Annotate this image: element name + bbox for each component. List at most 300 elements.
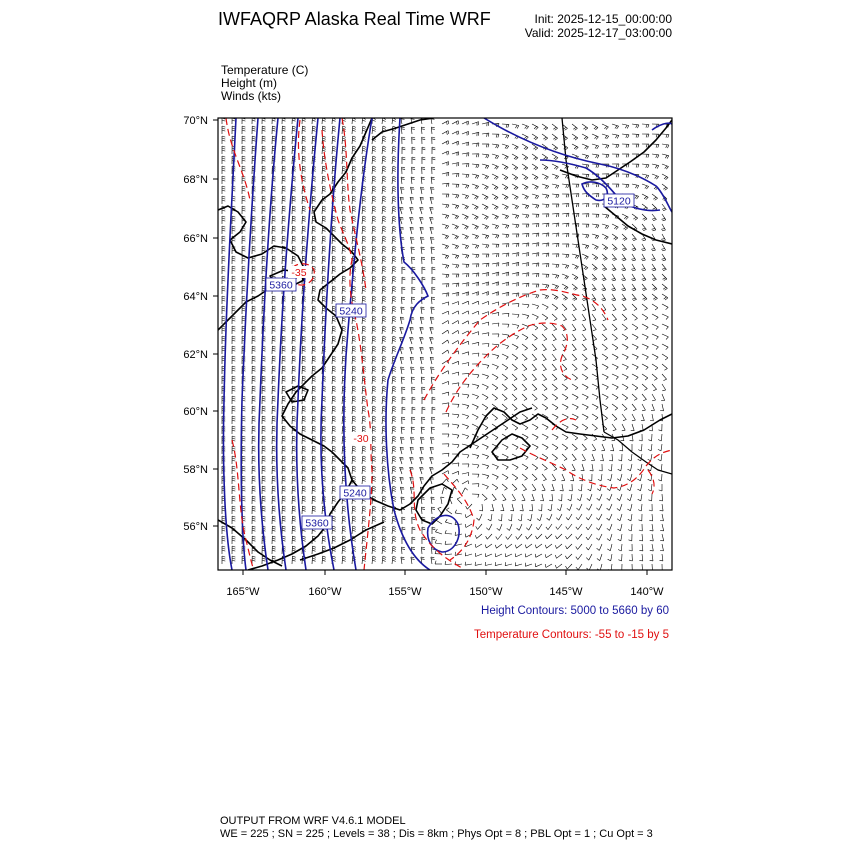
wind-barb [612, 354, 618, 357]
wind-barb-feather [401, 379, 404, 380]
wind-barb [642, 374, 648, 378]
wind-barb-feather [654, 379, 657, 381]
wind-barb [642, 334, 648, 337]
wind-barb-feather [353, 216, 356, 217]
wind-barb-feather [352, 210, 355, 211]
wind-barb [452, 302, 459, 305]
wind-barb-feather [302, 350, 305, 351]
wind-barb-feather [312, 130, 315, 131]
wind-barb-feather [333, 356, 336, 357]
wind-barb [522, 334, 528, 338]
wind-barb-feather [282, 430, 285, 431]
wind-barb-feather [343, 208, 346, 209]
wind-barb [572, 274, 578, 278]
wind-barb-feather [411, 119, 415, 120]
wind-barb-feather [577, 214, 578, 217]
wind-barb-feather [312, 450, 315, 451]
wind-barb [482, 301, 489, 304]
wind-barb-feather [393, 406, 396, 407]
wind-barb-feather [393, 450, 396, 452]
wind-barb-feather [494, 206, 497, 208]
wind-barb-feather [242, 156, 245, 157]
wind-barb-feather [272, 220, 275, 221]
wind-barb-feather [382, 210, 385, 212]
wind-barb-feather [568, 255, 569, 258]
wind-barb-feather [322, 168, 325, 169]
wind-barb-feather [402, 137, 405, 138]
wind-barb-feather [262, 246, 265, 247]
wind-barb-feather [292, 440, 295, 441]
wind-barb [492, 234, 499, 235]
wind-barb-feather [411, 179, 414, 180]
wind-barb [582, 454, 586, 460]
wind-barb [472, 454, 479, 456]
wind-barb-feather [373, 256, 376, 258]
wind-barb-feather [362, 220, 365, 221]
wind-barb-feather [457, 206, 459, 209]
wind-barb-feather [222, 266, 225, 267]
wind-barb [442, 151, 448, 154]
wind-barb [552, 184, 559, 186]
wind-barb-feather [573, 309, 576, 310]
wind-barb-feather [262, 276, 265, 277]
wind-barb-feather [322, 230, 325, 231]
wind-barb-feather [604, 247, 607, 249]
wind-barb [502, 262, 509, 264]
wind-barb-feather [537, 263, 538, 266]
wind-barb-feather [648, 440, 651, 441]
wind-barb-feather [282, 356, 285, 357]
wind-barb-feather [393, 218, 396, 220]
wind-barb-feather [242, 186, 245, 187]
wind-barb-feather [372, 390, 375, 391]
wind-barb-feather [252, 136, 255, 137]
wind-barb-feather [393, 296, 396, 297]
wind-barb-feather [282, 150, 285, 151]
wind-barb [552, 344, 556, 350]
wind-barb [482, 174, 489, 177]
wind-barb-feather [609, 460, 612, 461]
wind-barb-feather [664, 177, 667, 179]
wind-barb-feather [302, 198, 305, 199]
wind-barb-feather [222, 278, 225, 279]
wind-barb-feather [232, 290, 235, 291]
wind-barb-feather [242, 438, 245, 439]
wind-barb [602, 304, 606, 310]
wind-barb-feather [648, 154, 649, 157]
wind-barb-feather [607, 145, 609, 148]
wind-barb [462, 194, 469, 196]
wind-barb-feather [575, 278, 578, 280]
wind-barb-feather [422, 387, 425, 388]
wind-barb-feather [393, 430, 396, 432]
wind-barb-feather [382, 460, 385, 462]
wind-barb-feather [565, 128, 568, 130]
wind-barb-feather [393, 458, 396, 460]
wind-barb-feather [363, 288, 366, 289]
wind-barb-feather [627, 126, 629, 129]
wind-barb-feather [292, 246, 295, 247]
wind-barb-feather [222, 126, 225, 127]
wind-barb-feather [477, 465, 479, 468]
wind-barb [452, 321, 458, 325]
wind-barb-feather [232, 356, 235, 357]
wind-barb [612, 394, 618, 398]
wind-barb-feather [506, 167, 509, 169]
wind-barb-feather [252, 246, 255, 247]
wind-barb-feather [373, 208, 376, 210]
wind-barb-feather [312, 378, 315, 379]
wind-barb-feather [628, 460, 631, 461]
wind-barb-feather [543, 137, 546, 139]
wind-barb-feather [448, 444, 449, 447]
wind-barb [572, 314, 576, 320]
wind-barb-feather [232, 418, 235, 419]
wind-barb-feather [602, 298, 605, 299]
wind-barb-feather [353, 116, 356, 117]
wind-barb-feather [537, 205, 539, 208]
wind-barb-feather [302, 260, 305, 261]
wind-barb-feather [401, 297, 404, 298]
wind-barb-feather [352, 460, 355, 461]
wind-barb-feather [563, 340, 566, 341]
wind-barb [592, 404, 598, 407]
wind-barb-feather [393, 460, 396, 462]
wind-barb [452, 434, 459, 435]
wind-barb-feather [333, 268, 336, 269]
wind-barb [462, 292, 469, 294]
wind-barb [572, 244, 579, 245]
wind-barb-feather [232, 436, 235, 437]
wind-barb-feather [252, 368, 255, 369]
wind-barb-feather [333, 326, 336, 327]
wind-barb-feather [645, 378, 648, 380]
wind-barb-feather [605, 248, 608, 250]
wind-barb-feather [402, 397, 405, 398]
wind-barb-feather [458, 330, 459, 333]
wind-barb-feather [272, 356, 275, 357]
wind-barb-feather [272, 338, 275, 339]
wind-barb-feather [603, 440, 606, 441]
wind-barb [542, 164, 548, 168]
wind-barb [661, 464, 662, 471]
wind-barb-feather [565, 265, 567, 268]
wind-barb-feather [232, 376, 235, 377]
wind-barb [472, 214, 478, 217]
wind-barb-feather [382, 400, 385, 402]
wind-barb-feather [322, 238, 325, 239]
wind-barb-feather [312, 300, 315, 301]
wind-barb-feather [667, 156, 669, 159]
wind-barb-feather [252, 346, 255, 347]
wind-barb-feather [663, 269, 666, 270]
wind-barb-feather [534, 399, 537, 401]
wind-barb [442, 274, 449, 275]
wind-barb-feather [514, 369, 517, 371]
wind-barb [632, 184, 639, 186]
wind-barb-feather [596, 184, 597, 187]
wind-barb-feather [536, 295, 538, 298]
wind-barb-feather [362, 290, 365, 291]
wind-barb-feather [516, 147, 518, 150]
wind-barb-feather [626, 217, 629, 220]
wind-barb-feather [393, 336, 396, 337]
wind-barb-feather [222, 236, 225, 237]
wind-barb [462, 174, 469, 175]
wind-barb-feather [652, 268, 655, 269]
wind-barb-feather [613, 259, 616, 260]
wind-barb-feather [302, 136, 305, 137]
wind-barb-feather [342, 220, 345, 221]
wind-barb-feather [606, 377, 608, 380]
wind-barb-feather [543, 369, 546, 370]
wind-barb-feather [544, 176, 546, 179]
wind-barb-feather [322, 458, 325, 459]
wind-barb-feather [468, 175, 469, 178]
wind-barb [482, 374, 489, 376]
wind-barb [542, 184, 549, 186]
wind-barb-feather [526, 197, 528, 200]
wind-barb-feather [232, 470, 235, 471]
wind-barb-feather [632, 260, 635, 261]
wind-barb [452, 361, 459, 364]
wind-barb-feather [393, 258, 396, 260]
wind-barb-feather [222, 186, 225, 187]
wind-barb-feather [574, 299, 577, 301]
wind-barb-feather [343, 216, 346, 217]
wind-barb-feather [587, 246, 589, 249]
wind-barb-feather [467, 196, 469, 199]
wind-barb [562, 164, 569, 167]
wind-barb [602, 244, 608, 248]
wind-barb-feather [222, 230, 225, 231]
wind-barb-feather [373, 158, 376, 160]
wind-barb-feather [272, 438, 275, 439]
wind-barb [532, 184, 538, 187]
wind-barb-feather [363, 196, 366, 197]
wind-barb-feather [232, 358, 235, 359]
wind-barb [512, 424, 518, 428]
wind-barb-feather [422, 137, 425, 138]
wind-barb-feather [555, 286, 557, 289]
wind-barb-feather [508, 244, 509, 247]
wind-barb-feather [383, 318, 386, 320]
wind-barb-feather [466, 217, 468, 220]
wind-barb-feather [515, 168, 518, 170]
wind-barb-feather [332, 450, 335, 451]
wind-barb-feather [393, 310, 396, 312]
wind-barb [410, 227, 412, 234]
wind-barb-feather [383, 188, 386, 190]
wind-barb-feather [282, 446, 285, 447]
wind-barb [482, 322, 489, 324]
wind-barb-feather [431, 247, 435, 248]
wind-barb-feather [431, 249, 435, 250]
wind-barb [492, 464, 499, 467]
wind-barb-feather [495, 156, 497, 159]
wind-barb-feather [595, 136, 597, 139]
wind-barb-feather [593, 310, 596, 311]
wind-barb-feather [478, 353, 479, 357]
wind-barb-feather [613, 270, 616, 271]
wind-barb-feather [431, 379, 434, 380]
wind-barb-feather [526, 187, 529, 190]
wind-barb-feather [322, 250, 325, 251]
wind-barb-feather [518, 234, 519, 237]
wind-barb-feather [546, 437, 549, 440]
wind-barb-feather [585, 378, 588, 380]
wind-barb-feather [282, 228, 285, 229]
wind-barb-feather [487, 245, 489, 248]
wind-barb-feather [302, 210, 305, 211]
chart-title: IWFAQRP Alaska Real Time WRF [218, 9, 491, 29]
wind-barb-feather [372, 400, 375, 401]
wind-barb-feather [352, 130, 355, 131]
wind-barb-feather [611, 288, 614, 289]
wind-barb-feather [353, 178, 356, 179]
wind-barb [532, 273, 539, 274]
wind-barb [632, 394, 637, 399]
wind-barb-feather [262, 370, 265, 371]
wind-barb-feather [524, 379, 527, 381]
wind-barb [612, 134, 619, 135]
wind-barb-feather [313, 416, 316, 417]
wind-barb [410, 237, 412, 244]
wind-barb-feather [252, 218, 255, 219]
wind-barb-feather [222, 306, 225, 307]
wind-barb-feather [373, 308, 376, 310]
wind-barb-feather [626, 357, 628, 360]
wind-barb-feather [363, 458, 366, 459]
wind-barb-feather [506, 244, 507, 247]
wind-barb [602, 214, 609, 215]
wind-barb-feather [333, 296, 336, 297]
wind-barb-feather [282, 406, 285, 407]
wind-barb-feather [548, 223, 549, 227]
wind-barb [542, 124, 548, 128]
wind-barb-feather [613, 319, 616, 320]
wind-barb-feather [252, 326, 255, 327]
wind-barb-feather [302, 440, 305, 441]
wind-barb-feather [555, 458, 558, 460]
wind-barb-feather [613, 310, 616, 311]
wind-barb-feather [292, 296, 295, 297]
wind-barb-feather [312, 298, 315, 299]
wind-barb-feather [262, 228, 265, 229]
wind-barb-feather [292, 446, 295, 447]
wind-barb-feather [478, 165, 480, 168]
wind-barb [452, 224, 459, 227]
wind-barb-feather [322, 290, 325, 291]
wind-barb [632, 374, 638, 377]
wind-barb-feather [352, 410, 355, 411]
wind-barb-feather [373, 358, 376, 360]
wind-barb-feather [322, 298, 325, 299]
wind-barb-feather [573, 320, 576, 321]
wind-barb-feather [538, 224, 539, 227]
wind-barb-feather [411, 427, 415, 428]
wind-barb-feather [596, 225, 598, 228]
wind-barb-feather [322, 430, 325, 431]
wind-barb-feather [363, 126, 366, 127]
wind-barb-feather [636, 367, 638, 370]
wind-barb-feather [353, 298, 356, 299]
wind-barb-feather [421, 427, 425, 428]
wind-barb-feather [393, 298, 396, 300]
wind-barb [641, 454, 642, 461]
wind-barb-feather [514, 167, 517, 169]
wind-barb-feather [232, 366, 235, 367]
wind-barb-feather [302, 408, 305, 409]
wind-barb-feather [232, 400, 235, 401]
wind-barb-feather [343, 218, 346, 219]
wind-barb-feather [333, 216, 336, 217]
wind-barb-feather [282, 178, 285, 179]
wind-barb-feather [242, 128, 245, 129]
wind-barb-feather [313, 186, 316, 187]
wind-barb-feather [586, 184, 587, 187]
wind-barb-feather [373, 196, 376, 198]
wind-barb-feather [576, 397, 579, 399]
wind-barb-feather [615, 135, 617, 138]
wind-barb-feather [222, 216, 225, 217]
wind-barb-feather [352, 380, 355, 381]
wind-barb-feather [636, 347, 638, 350]
wind-barb-feather [496, 244, 497, 247]
wind-barb-feather [383, 266, 386, 268]
wind-barb [492, 272, 499, 274]
wind-barb-feather [342, 210, 345, 211]
wind-barb [462, 214, 468, 217]
wind-barb-feather [393, 230, 396, 232]
wind-barb-feather [383, 308, 386, 310]
wind-barb-feather [342, 180, 345, 181]
wind-barb [472, 301, 478, 304]
wind-barb-feather [635, 388, 638, 390]
wind-barb-feather [535, 338, 538, 340]
wind-barb-feather [272, 396, 275, 397]
wind-barb-feather [383, 166, 386, 168]
wind-barb [430, 317, 432, 324]
wind-barb-feather [593, 330, 596, 331]
wind-barb-feather [262, 198, 265, 199]
wind-barb-feather [607, 226, 609, 229]
wind-barb-feather [553, 369, 556, 370]
wind-barb-feather [362, 410, 365, 411]
wind-barb-feather [232, 330, 235, 331]
wind-barb-feather [372, 230, 375, 231]
wind-barb-feather [535, 408, 538, 410]
wind-barb-feather [536, 437, 538, 440]
wind-barb-feather [282, 448, 285, 449]
wind-barb-feather [262, 376, 265, 377]
wind-barb-feather [421, 177, 424, 178]
wind-barb-feather [393, 148, 396, 150]
wind-barb-feather [272, 406, 275, 407]
wind-barb-feather [537, 253, 538, 257]
wind-barb [442, 224, 449, 226]
wind-barb-feather [412, 407, 415, 408]
wind-barb-feather [612, 258, 615, 259]
wind-barb-feather [457, 256, 459, 259]
wind-barb [562, 354, 567, 359]
wind-barb-feather [467, 246, 469, 249]
wind-barb [652, 314, 658, 317]
wind-barb-feather [664, 297, 667, 299]
wind-barb-feather [508, 124, 509, 127]
wind-barb-feather [584, 349, 587, 350]
wind-barb-feather [585, 438, 588, 440]
